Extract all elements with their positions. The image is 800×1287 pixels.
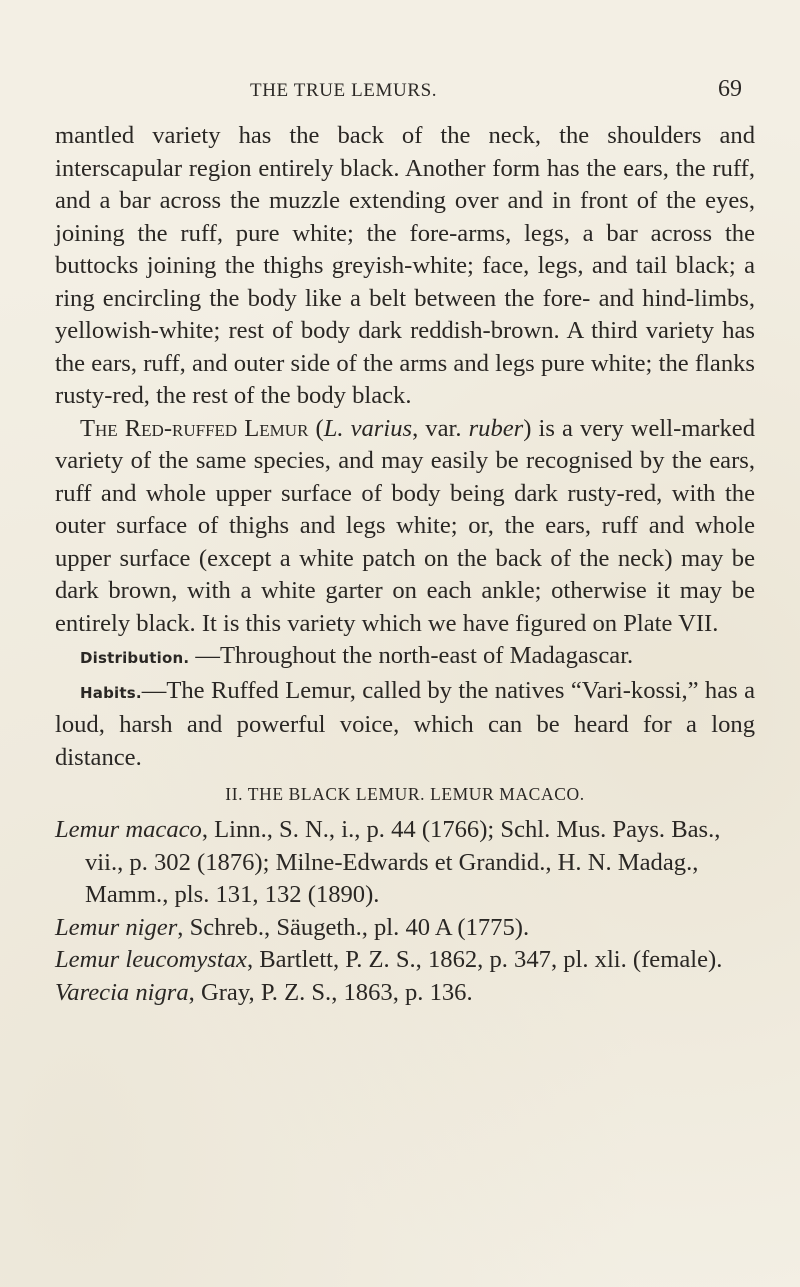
page-number: 69 bbox=[718, 76, 742, 102]
distribution-text: —Throughout the north-east of Madagascar. bbox=[189, 642, 634, 669]
habits-text: —The Ruffed Lemur, called by the natives “Vari-kossi,” has a loud, harsh and powerful voice, which can be heard for a long distance. bbox=[55, 676, 755, 771]
paragraph-habits bbox=[55, 675, 755, 775]
reference-name: Varecia nigra bbox=[55, 978, 189, 1006]
reference-citation: , Gray, P. Z. S., 1863, p. 136. bbox=[188, 978, 473, 1006]
red-ruffed-description: ) is a very well-marked variety of the same species, and may easily be recognised by the ears, ruff and whole upper surface of body being dark rusty-red, with the outer surface of thighs and legs white; or, the ears, ruff and whole upper surface (except a white patch on the back of the neck) may be dark brown, with a white garter on each ankle; otherwise it may be entirely black. It is this variety which we have figured on Plate VII. bbox=[55, 414, 756, 637]
reference-entry bbox=[55, 944, 755, 977]
paragraph-distribution bbox=[55, 640, 755, 675]
reference-citation: , Bartlett, P. Z. S., 1862, p. 347, pl. xli. (female). bbox=[246, 946, 723, 973]
page-header bbox=[0, 78, 800, 108]
variety-name: ruber bbox=[468, 414, 524, 442]
species-name: L. varius bbox=[323, 414, 413, 442]
paragraph-mantled-variety: mantled variety has the back of the neck, the shoulders and interscapular region entirely black. Another form has the ears, the ruff, and a bar across the muzzle extending over and in front of the eyes, joining the ruff, pure white; the fore-arms, legs, a bar across the buttocks joining the thighs greyish-white; face, legs, and tail black; a ring encircling the body like a belt between the fore- and hind-limbs, yellowish-white; rest of body dark reddish-brown. A third variety has the ears, ruff, and outer side of the arms and legs pure white; the flanks rusty-red, the rest of the body black. bbox=[55, 122, 755, 409]
reference-entry bbox=[55, 977, 755, 1010]
section-heading: II. THE BLACK LEMUR. LEMUR MACACO. bbox=[225, 784, 585, 804]
reference-name: Lemur leucomystax bbox=[55, 946, 247, 973]
paragraph-red-ruffed-lemur bbox=[55, 413, 755, 641]
reference-entry bbox=[55, 912, 755, 945]
reference-name: Lemur macaco bbox=[55, 816, 202, 843]
paren-open: ( bbox=[308, 414, 324, 442]
running-head: THE TRUE LEMURS. bbox=[250, 80, 438, 101]
reference-name: Lemur niger bbox=[55, 913, 178, 941]
habits-label: Habits. bbox=[80, 683, 142, 702]
reference-citation: , Linn., S. N., i., p. 44 (1766); Schl. Mus. Pays. Bas., vii., p. 302 (1876); Milne-Edwards et Grandid., H. N. Madag., Mamm., pls. 131, 132 (1890). bbox=[85, 816, 721, 908]
reference-entry bbox=[55, 814, 755, 912]
page-body bbox=[55, 120, 755, 1009]
reference-citation: , Schreb., Säugeth., pl. 40 A (1775). bbox=[177, 913, 530, 941]
var-text: , var. bbox=[412, 414, 469, 442]
distribution-label: Distribution. bbox=[80, 649, 190, 667]
red-ruffed-lemur-heading: The Red-ruffed Lemur bbox=[80, 414, 309, 442]
